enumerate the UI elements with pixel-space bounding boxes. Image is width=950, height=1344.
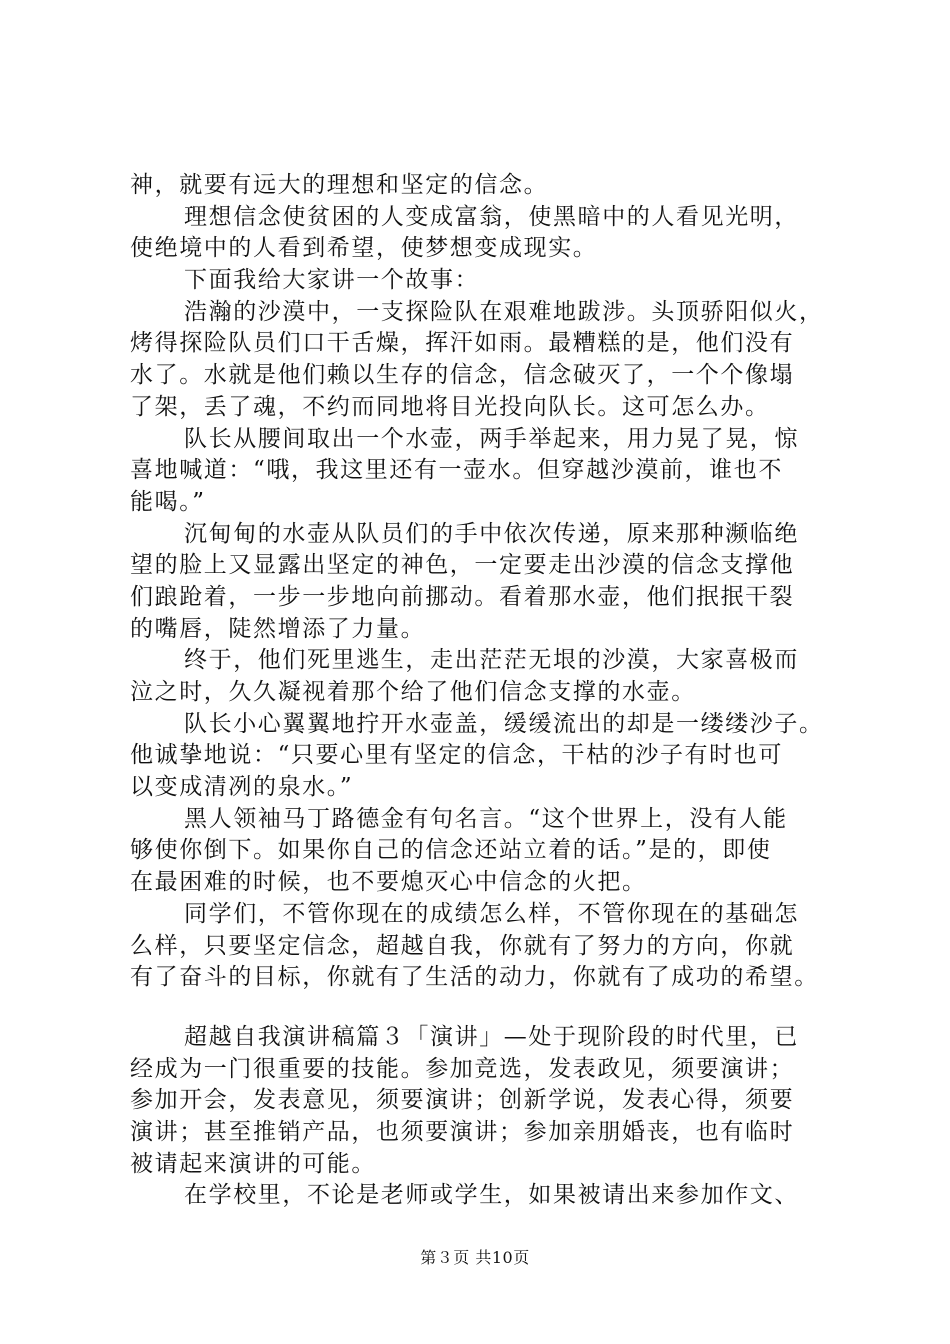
section-gap (130, 994, 850, 1022)
paragraph (130, 265, 850, 297)
paragraph (130, 899, 850, 994)
text-line: 神，就要有远大的理想和坚定的信念。 (130, 172, 549, 198)
text-line: 么样，只要坚定信念，超越自我，你就有了努力的方向，你就 (130, 932, 795, 959)
text-line: 他诚挚地说：“只要心里有坚定的信念，干枯的沙子有时也可 (130, 742, 783, 769)
text-line: 浩瀚的沙漠中，一支探险队在艰难地跋涉。头顶骄阳似火， (184, 298, 824, 325)
text-line: 望的脸上又显露出坚定的神色，一定要走出沙漠的信念支撑他 (130, 552, 795, 579)
paragraph (130, 170, 850, 202)
text-line: 黑人领袖马丁路德金有句名言。“这个世界上，没有人能 (184, 805, 788, 832)
paragraph (130, 804, 850, 899)
text-line: 有了奋斗的目标，你就有了生活的动力，你就有了成功的希望。 (130, 964, 819, 991)
text-line: 终于，他们死里逃生，走出茫茫无垠的沙漠，大家喜极而 (184, 647, 799, 674)
text-line: 队长从腰间取出一个水壶，两手举起来，用力晃了晃，惊 (184, 425, 799, 452)
text-line: 能喝。” (130, 488, 206, 515)
text-line: 下面我给大家讲一个故事： (184, 267, 480, 294)
text-line: 演讲；甚至推销产品，也须要演讲；参加亲朋婚丧，也有临时 (130, 1118, 795, 1145)
paragraph (130, 709, 850, 804)
text-line: 参加开会，发表意见，须要演讲；创新学说，发表心得，须要 (130, 1087, 795, 1114)
paragraph (130, 202, 850, 265)
text-line: 使绝境中的人看到希望，使梦想变成现实。 (130, 235, 598, 262)
text-line: 被请起来演讲的可能。 (130, 1150, 376, 1177)
text-line: 沉甸甸的水壶从队员们的手中依次传递，原来那种濒临绝 (184, 520, 799, 547)
text-line: 同学们，不管你现在的成绩怎么样，不管你现在的基础怎 (184, 900, 799, 927)
page-footer: 第３页 共10页 (420, 1248, 530, 1267)
paragraph (130, 424, 850, 519)
text-line: 了架，丢了魂，不约而同地将目光投向队长。这可怎么办。 (130, 393, 770, 420)
paragraph (130, 297, 850, 424)
document-body (130, 170, 850, 1212)
paragraph (130, 1022, 850, 1180)
text-line: 在最困难的时候，也不要熄灭心中信念的火把。 (130, 869, 647, 896)
text-line: 够使你倒下。如果你自己的信念还站立着的话。”是的，即使 (130, 837, 772, 864)
text-line: 超越自我演讲稿篇３「演讲」—处于现阶段的时代里，已 (184, 1023, 799, 1050)
text-line: 经成为一门很重要的技能。参加竞选，发表政见，须要演讲； (130, 1055, 795, 1082)
text-line: 的嘴唇，陡然增添了力量。 (130, 615, 426, 642)
paragraph (130, 519, 850, 646)
text-line: 理想信念使贫困的人变成富翁，使黑暗中的人看见光明， (184, 203, 799, 230)
text-line: 们踉跄着，一步一步地向前挪动。看着那水壶，他们抿抿干裂 (130, 583, 795, 610)
paragraph (130, 645, 850, 708)
text-line: 以变成清冽的泉水。” (130, 774, 354, 801)
text-line: 在学校里，不论是老师或学生，如果被请出来参加作文、 (184, 1182, 799, 1209)
text-line: 水了。水就是他们赖以生存的信念，信念破灭了，一个个像塌 (130, 362, 795, 389)
text-line: 队长小心翼翼地拧开水壶盖，缓缓流出的却是一缕缕沙子。 (184, 710, 824, 737)
text-line: 喜地喊道：“哦，我这里还有一壶水。但穿越沙漠前，谁也不 (130, 457, 783, 484)
text-line: 烤得探险队员们口干舌燥，挥汗如雨。最糟糕的是，他们没有 (130, 330, 795, 357)
text-line: 泣之时，久久凝视着那个给了他们信念支撑的水壶。 (130, 679, 696, 705)
paragraph (130, 1180, 850, 1212)
